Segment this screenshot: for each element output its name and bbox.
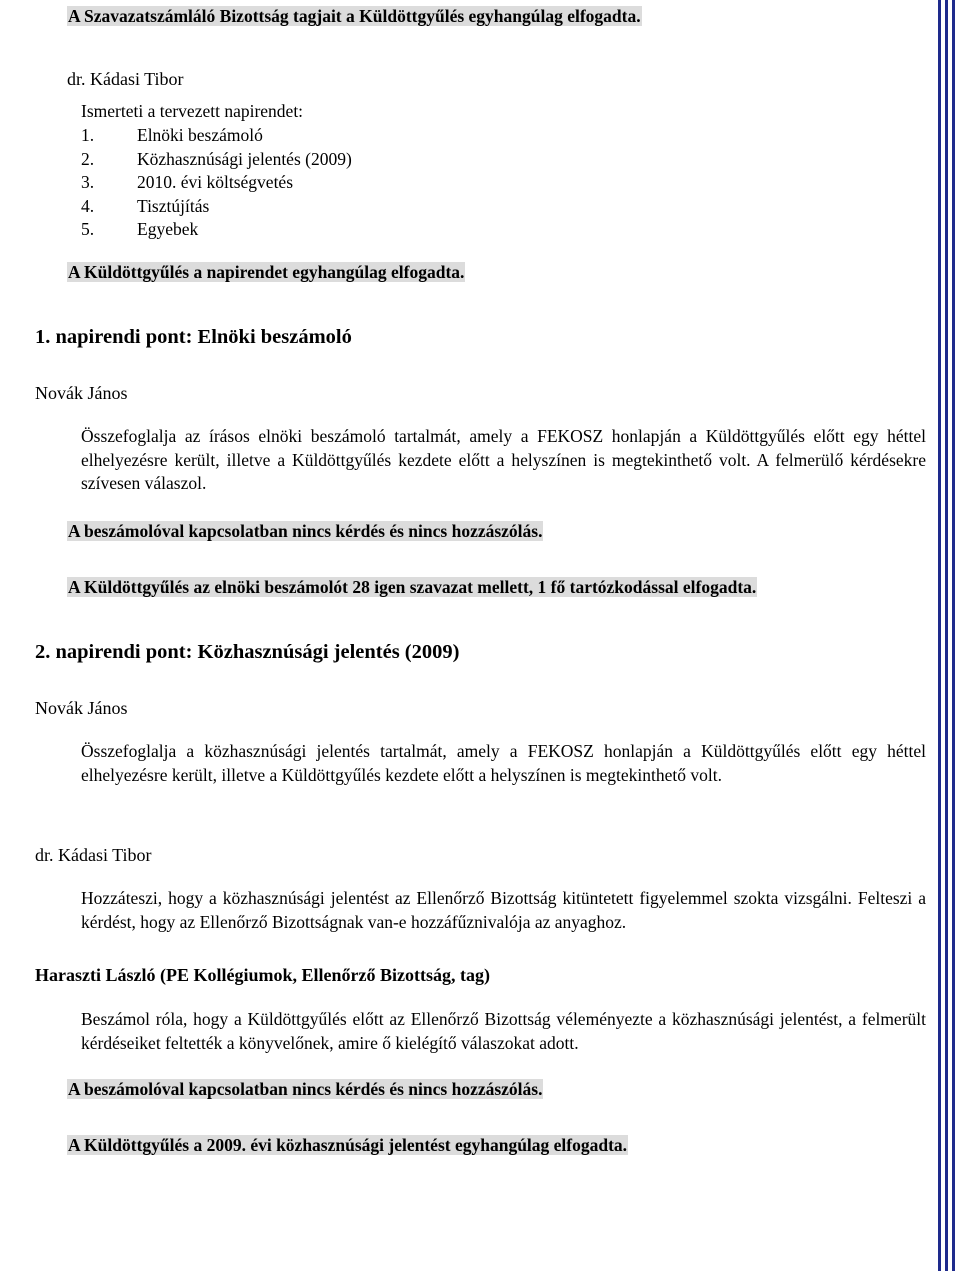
agenda-item (81, 218, 352, 242)
agenda-item-number: 1. (81, 125, 95, 145)
section1-speaker: Novák János (35, 383, 128, 403)
section2-decision: A Küldöttgyűlés a 2009. évi közhasznúsági jelentést egyhangúlag elfogadta. (68, 1135, 628, 1155)
page-border-line-2 (945, 0, 948, 1271)
agenda-item-label: 2010. évi költségvetés (137, 172, 294, 192)
section2-speaker2: dr. Kádasi Tibor (35, 845, 152, 865)
section2-body3: Beszámol róla, hogy a Küldöttgyűlés előtt az Ellenőrző Bizottság véleményezte a közhasznúsági jelentést, a felmerült kérdéseiket feltették a könyvelőnek, amire ő kielégítő válaszokat adott. (81, 1009, 926, 1053)
agenda-item (81, 171, 352, 195)
section1-note: A beszámolóval kapcsolatban nincs kérdés és nincs hozzászólás. (68, 521, 543, 541)
agenda-item-label: Közhasznúsági jelentés (2009) (137, 148, 352, 169)
agenda-intro: Ismerteti a tervezett napirendet: (81, 101, 304, 121)
section2-decision-line (67, 1134, 628, 1156)
agenda-list (81, 124, 352, 242)
section1-decision-line (67, 576, 757, 598)
agenda-item-label: Tisztújítás (137, 195, 210, 216)
agenda-item (81, 124, 352, 148)
section1-note-line (67, 520, 543, 542)
section2-body2: Hozzáteszi, hogy a közhasznúsági jelentést az Ellenőrző Bizottság kitüntetett figyelemmel szokta vizsgálni. Felteszi a kérdést, hogy az Ellenőrző Bizottságnak van-e hozzáfűznivalója az anyaghoz. (81, 888, 926, 932)
section2-note: A beszámolóval kapcsolatban nincs kérdés és nincs hozzászólás. (68, 1079, 543, 1099)
agenda-item-label: Elnöki beszámoló (137, 125, 263, 145)
page-border-line-3 (952, 0, 955, 1271)
agenda-item-number: 2. (81, 148, 95, 169)
section2-heading: 2. napirendi pont: Közhasznúsági jelentés (2009) (35, 641, 460, 663)
section1-body: Összefoglalja az írásos elnöki beszámoló tartalmát, amely a FEKOSZ honlapján a Küldöttgyűlés előtt egy héttel elhelyezésre került, illetve a Küldöttgyűlés kezdete előtt a helyszínen is megtekinthető volt. A felmerülő kérdésekre szívesen válaszol. (81, 426, 926, 493)
section1-decision: A Küldöttgyűlés az elnöki beszámolót 28 igen szavazat mellett, 1 fő tartózkodással elfogadta. (68, 577, 757, 597)
section2-note-line (67, 1078, 543, 1100)
section1-heading: 1. napirendi pont: Elnöki beszámoló (35, 326, 352, 348)
agenda-item-number: 3. (81, 172, 95, 192)
section2-speaker: Novák János (35, 698, 128, 718)
agenda-item-number: 5. (81, 219, 95, 239)
decision-agenda-line (67, 261, 465, 283)
agenda-item-label: Egyebek (137, 219, 199, 239)
speaker-kadasi-1: dr. Kádasi Tibor (67, 69, 184, 89)
agenda-item (81, 148, 352, 172)
agenda-item (81, 195, 352, 219)
agenda-item-number: 4. (81, 195, 95, 216)
decision-committee: A Szavazatszámláló Bizottság tagjait a Küldöttgyűlés egyhangúlag elfogadta. (68, 6, 641, 26)
decision-agenda: A Küldöttgyűlés a napirendet egyhangúlag elfogadta. (68, 262, 465, 282)
page-border-line-1 (938, 0, 941, 1271)
section2-body: Összefoglalja a közhasznúsági jelentés tartalmát, amely a FEKOSZ honlapján a Küldöttgyűlés előtt egy héttel elhelyezésre került, illetve a Küldöttgyűlés kezdete előtt a helyszínen is megtekinthető volt. (81, 741, 926, 785)
decision-committee-line (67, 5, 642, 27)
section2-speaker3: Haraszti László (PE Kollégiumok, Ellenőrző Bizottság, tag) (35, 965, 490, 985)
